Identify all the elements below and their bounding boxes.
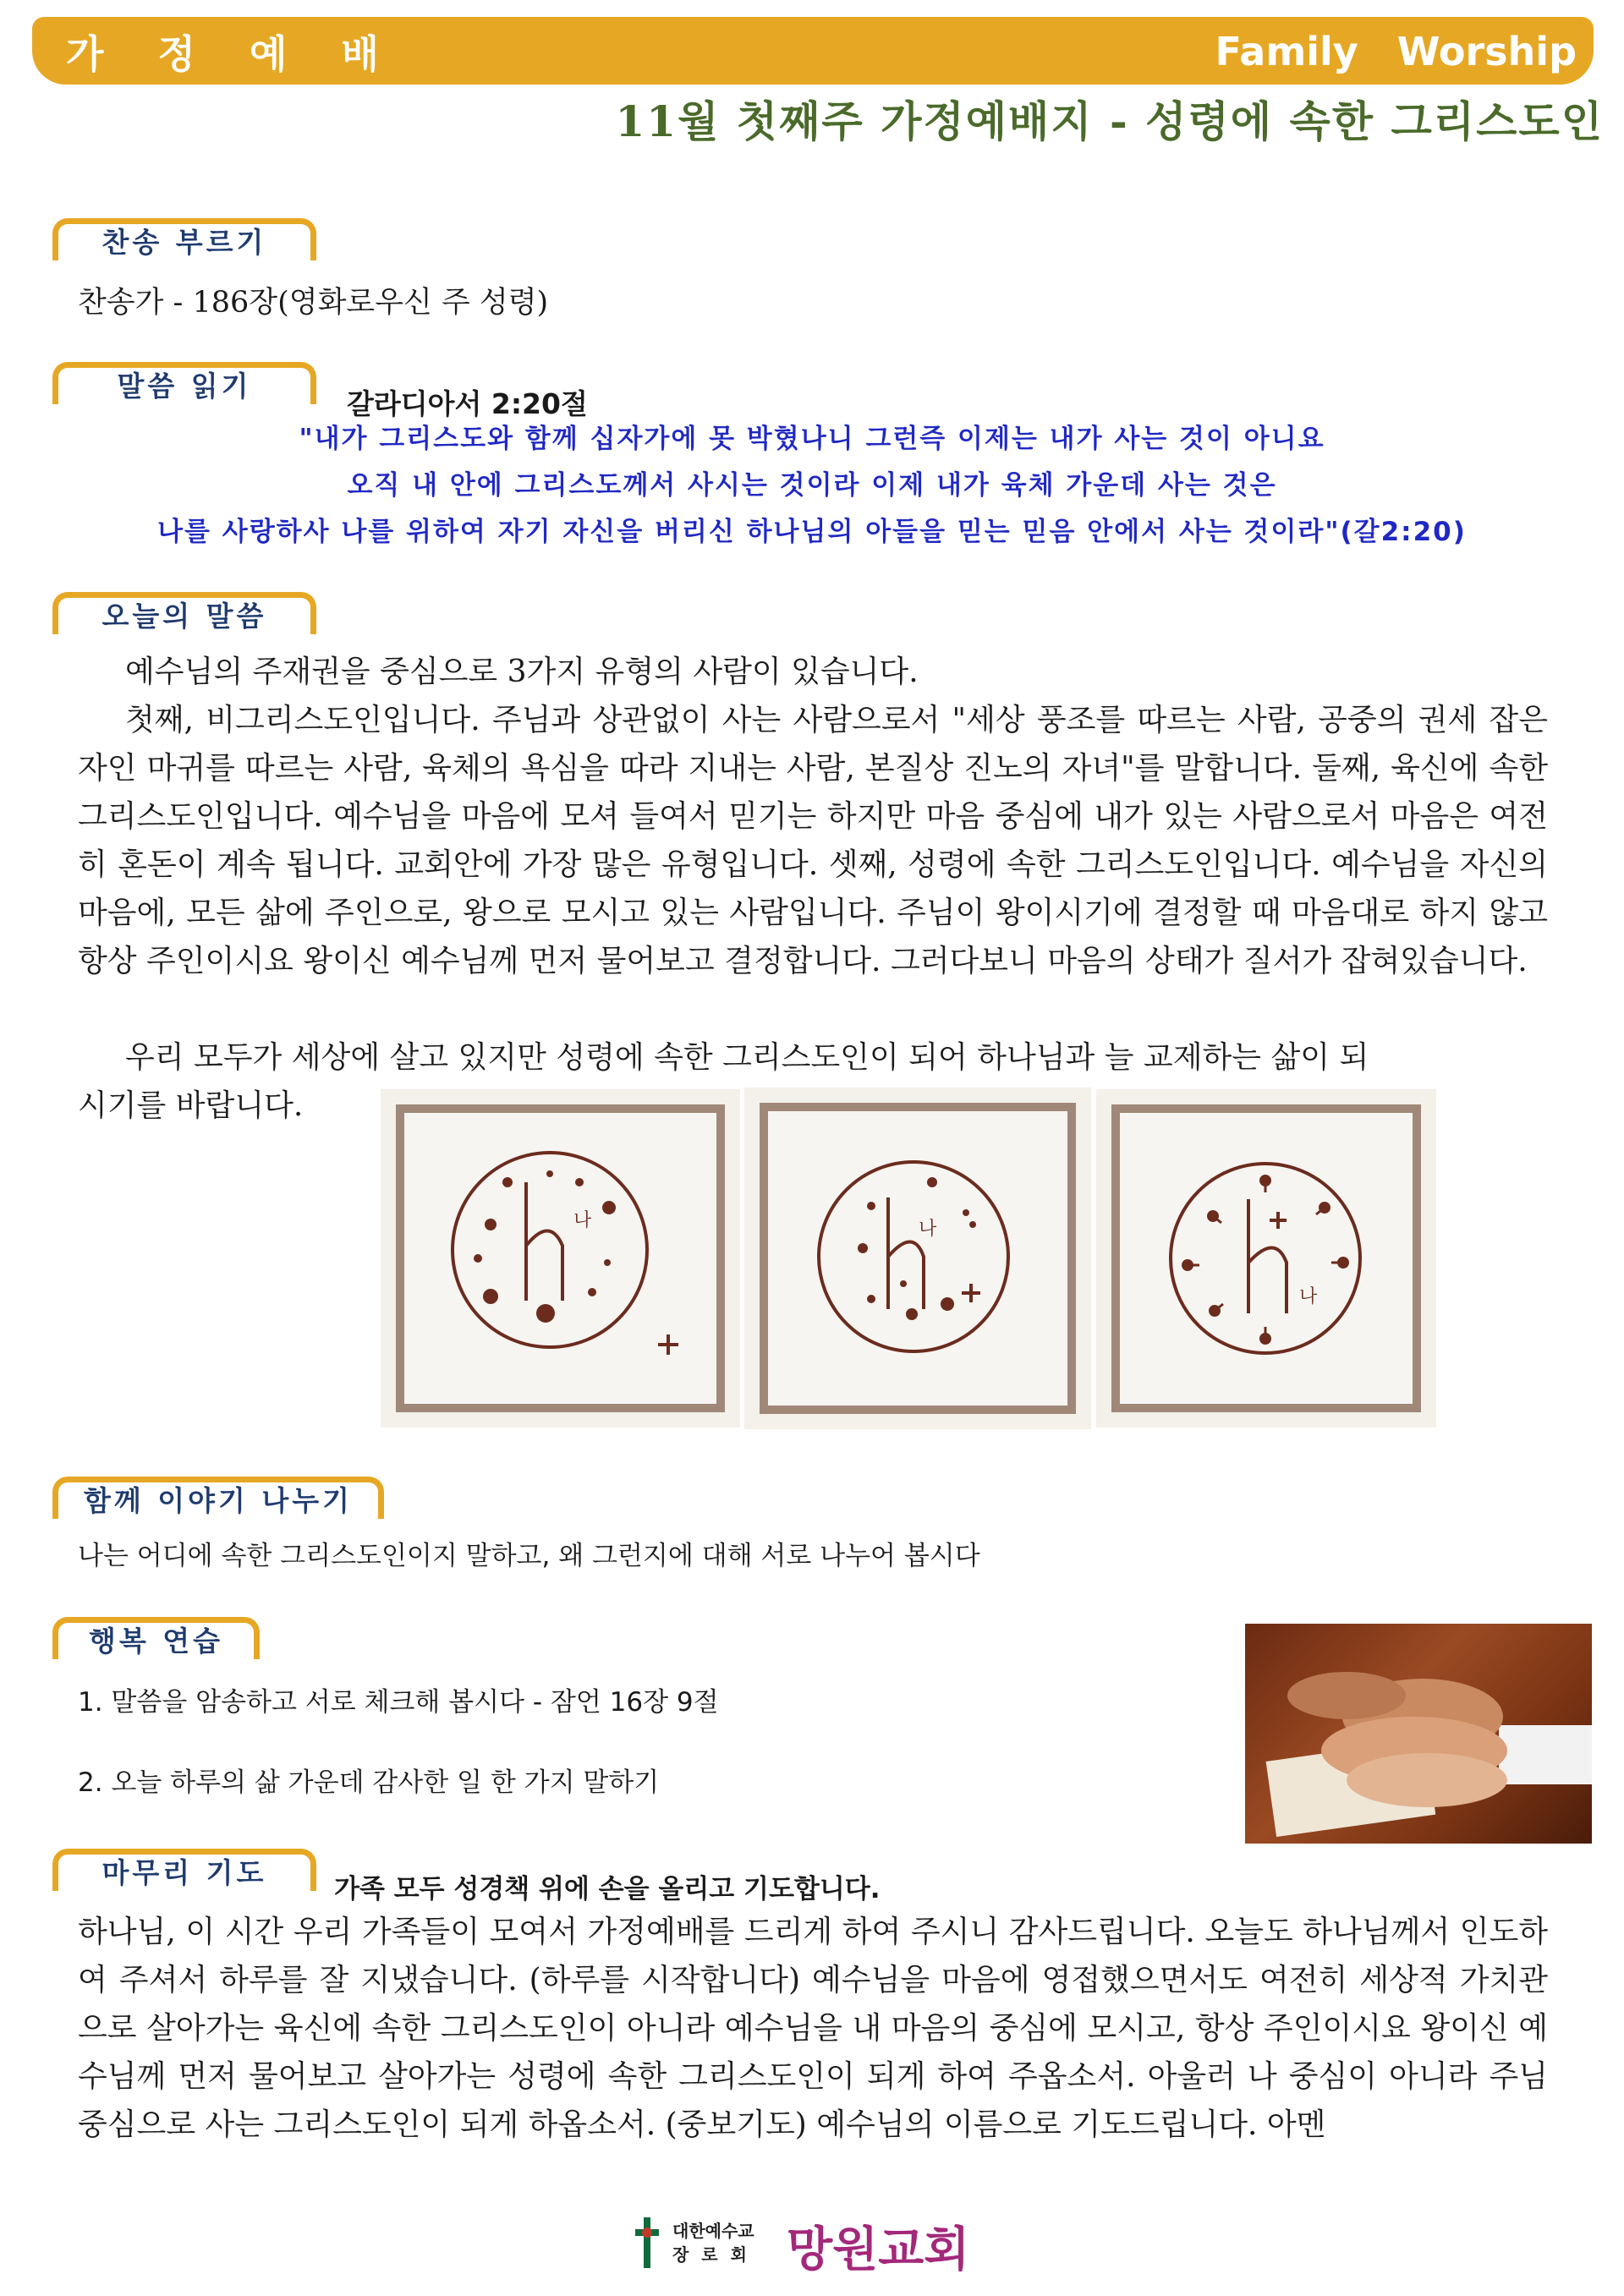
hands-on-bible-icon [1245, 1624, 1592, 1844]
section-tab-label: 행복 연습 [88, 1625, 223, 1658]
diagram-non-christian [381, 1089, 740, 1427]
hymn-text: 찬송가 - 186장(영화로우신 주 성령) [78, 286, 549, 320]
prayer-text: 하나님, 이 시간 우리 가족들이 모여서 가정예배를 드리게 하여 주시니 감사드립니다. 오늘도 하나님께서 인도하여 주셔서 하루를 잘 지냈습니다. (하루를 시작합니다) 예수님을 마음에 영접했으면서도 여전히 세상적 가치관으로 살아가는 육신에 속한 그리스도인이 아니라 예수님을 내 마음의 중심에 모시고, 항상 주인이시요 왕이신 예수님께 먼저 물어보고 살아가는 성령에 속한 그리스도인이 되게 하여 주옵소서. 아울러 나 중심이 아니라 주님 중심으로 사는 그리스도인이 되게 하옵소서. (중보기도) 예수님의 이름으로 기도드립니다. 아멘 [78, 1915, 1548, 2142]
share-text: 나는 어디에 속한 그리스도인이지 말하고, 왜 그런지에 대해 서로 나누어 봅시다 [78, 1541, 980, 1571]
diagram-circle-icon [1096, 1089, 1436, 1427]
practice-item: 1. 말씀을 암송하고 서로 체크해 봅시다 - 잠언 16장 9절 [78, 1687, 719, 1718]
diagram-label: 나 [573, 1210, 592, 1231]
section-tab-message [52, 592, 316, 634]
verse-line: 오직 내 안에 그리스도께서 사시는 것이라 이제 내가 육체 가운데 사는 것은 [347, 470, 1277, 501]
practice-item: 2. 오늘 하루의 삶 가운데 감사한 일 한 가지 말하기 [78, 1767, 660, 1798]
verse-line: 나를 사랑하사 나를 위하여 자기 자신을 버리신 하나님의 아들을 믿는 믿음 안에서 사는 것이라"(갈2:20) [157, 517, 1467, 547]
diagram-spiritual-christian [1096, 1089, 1436, 1427]
section-tab-practice [52, 1617, 260, 1659]
verse-line: "내가 그리스도와 함께 십자가에 못 박혔나니 그런즉 이제는 내가 사는 것이 아니요 [299, 424, 1325, 454]
section-tab-hymn [52, 218, 316, 260]
diagram-label: 나 [1299, 1286, 1318, 1307]
diagram-circle-icon [744, 1088, 1091, 1429]
section-tab-label: 찬송 부르기 [102, 226, 267, 259]
message-paragraph-3: 우리 모두가 세상에 살고 있지만 성령에 속한 그리스도인이 되어 하나님과 늘 교제하는 삶이 되 [125, 1040, 1369, 1075]
prayer-instruction: 가족 모두 성경책 위에 손을 올리고 기도합니다. [334, 1874, 881, 1904]
header-bar [32, 17, 1594, 85]
denomination-line-1: 대한예수교 [672, 2221, 754, 2241]
diagram-label: 나 [919, 1219, 937, 1240]
header-title-korean: 가 정 예 배 [66, 31, 399, 77]
section-tab-prayer [52, 1849, 316, 1891]
denomination-line-2: 장 로 회 [672, 2244, 750, 2265]
message-paragraph-1: 예수님의 주재권을 중심으로 3가지 유형의 사람이 있습니다. [125, 655, 919, 689]
page-subtitle: 11월 첫째주 가정예배지 - 성령에 속한 그리스도인 [615, 96, 1604, 146]
header-title-english: Family Worship [1215, 29, 1577, 74]
verse-reference: 갈라디아서 2:20절 [347, 387, 588, 420]
message-paragraph-3-end: 시기를 바랍니다. [78, 1088, 304, 1123]
section-tab-label: 함께 이야기 나누기 [83, 1484, 353, 1517]
family-hands-photo [1245, 1624, 1592, 1844]
church-name: 망원교회 [787, 2222, 970, 2277]
message-paragraph-2: 첫째, 비그리스도인입니다. 주님과 상관없이 사는 사람으로서 "세상 풍조를 따르는 사람, 공중의 권세 잡은 자인 마귀를 따르는 사람, 육체의 욕심을 따라 지내는 사람, 본질상 진노의 자녀"를 말합니다. 둘째, 육신에 속한 그리스도인입니다. 예수님을 마음에 모셔 들여서 믿기는 하지만 마음 중심에 내가 있는 사람으로서 마음은 여전히 혼돈이 계속 됩니다. 교회안에 가장 많은 유형입니다. 셋째, 성령에 속한 그리스도인입니다. 예수님을 자신의 마음에, 모든 삶에 주인으로, 왕으로 모시고 있는 사람입니다. 주님이 왕이시기에 결정할 때 마음대로 하지 않고 항상 주인이시요 왕이신 예수님께 먼저 물어보고 결정합니다. 그러다보니 마음의 상태가 질서가 잡혀있습니다. [78, 703, 1548, 978]
section-tab-label: 마무리 기도 [102, 1856, 267, 1889]
diagram-carnal-christian [744, 1088, 1091, 1429]
section-tab-label: 말씀 읽기 [117, 370, 252, 403]
section-tab-reading [52, 362, 316, 404]
diagram-circle-icon [381, 1089, 740, 1427]
cross-icon [630, 2214, 664, 2273]
section-tab-share [52, 1477, 384, 1519]
section-tab-label: 오늘의 말씀 [102, 600, 267, 633]
